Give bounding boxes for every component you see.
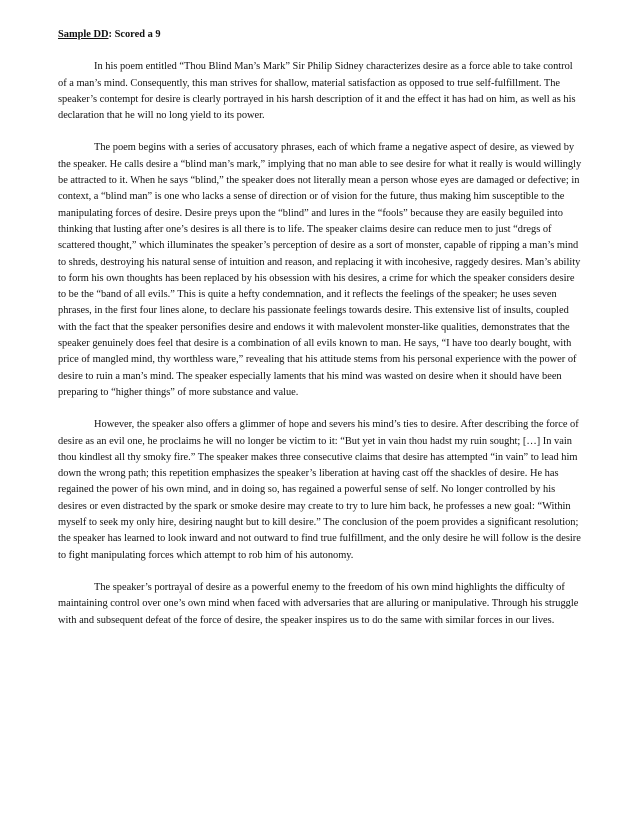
paragraph-body-2: However, the speaker also offers a glimmer of hope and severs his mind’s ties to desire. After describing the force of desire as an evil one, he proclaims he will no longer be victim to it: “But yet in vain thou hadst my ruin sought; […] In vain thou kindlest all thy smoky fire.” The speaker makes three consecutive claims that desire has attempted “in vain” to lead him down the wrong path; this repetition emphasizes the speaker’s liberation at having cast off the shackles of desire. He has regained the power of his own mind, and in doing so, has regained a powerful sense of self. No longer controlled by his desires or even distracted by the spark or smoke desire may create to try to lure him back, he professes a new goal: “Within myself to seek my only hire, desiring naught but to kill desire.” The conclusion of the poem provides a significant resolution; the speaker has learned to look inward and not outward to find true fulfillment, and the only desire he will follow is the desire to fight manipulating forces which attempt to rob him of his autonomy.	[58, 419, 581, 561]
sample-id: Sample DD	[58, 29, 109, 40]
heading-separator: :	[108, 29, 112, 40]
score-text: Scored a 9	[111, 29, 161, 40]
paragraph-body-1: The poem begins with a series of accusatory phrases, each of which frame a negative aspect of desire, as viewed by the speaker. He calls desire a “blind man’s mark,” implying that no man able to see desire for what it really is would willingly be attracted to it. When he says “blind,” the speaker does not literally mean a person whose eyes are damaged or defective; in context, a “blind man” is one who lacks a sense of direction or of vision for the future, thus making him susceptible to the manipulating forces of desire. Desire preys upon the “blind” and lures in the “fools” because they are easily beguiled into thinking that lusting after one’s desires is all there is to life. The speaker claims desire can reduce men to just “dregs of scattered thought,” which illuminates the speaker’s perception of desire as a sort of monster, capable of ripping a man’s mind to shreds, destroying his natural sense of intuition and reason, and replacing it with incohesive, raggedy desires. Man’s ability to form his own thoughts has been replaced by his obsession with his desires, a crime for which the speaker considers desire to be the “band of all evils.” This is quite a hefty condemnation, and it reflects the feelings of the speaker; he uses seven phrases, in the first four lines alone, to declare his passionate feelings towards desire. This extensive list of insults, coupled with the fact that the speaker personifies desire and endows it with malevolent monster-like qualities, demonstrates that the speaker genuinely does feel that desire is a combination of all evils known to man. He says, “I have too dearly bought, with price of mangled mind, thy worthless ware,” revealing that his attitude stems from his personal experience with the power of desire to ruin a man’s mind. The speaker especially laments that his mind was wasted on desire when it should have been preparing to “higher things” of more substance and value.	[58, 142, 582, 398]
essay-heading	[58, 27, 582, 43]
essay-body	[58, 27, 582, 645]
paragraph-conclusion: The speaker’s portrayal of desire as a powerful enemy to the freedom of his own mind highlights the difficulty of maintaining control over one’s own mind when faced with adversaries that are alluring or manipulative. Through his struggle with and subsequent defeat of the force of desire, the speaker inspires us to do the same with similar forces in our lives.	[58, 581, 579, 626]
paragraph-intro: In his poem entitled “Thou Blind Man’s Mark” Sir Philip Sidney characterizes desire as a force able to take control of a man’s mind. Consequently, this man strives for shallow, material satisfaction as opposed to true self-fulfillment. The speaker’s contempt for desire is clearly portrayed in his harsh description of it and the effect it has had on him, as well as his declaration that he will no long yield to its power.	[58, 61, 576, 122]
